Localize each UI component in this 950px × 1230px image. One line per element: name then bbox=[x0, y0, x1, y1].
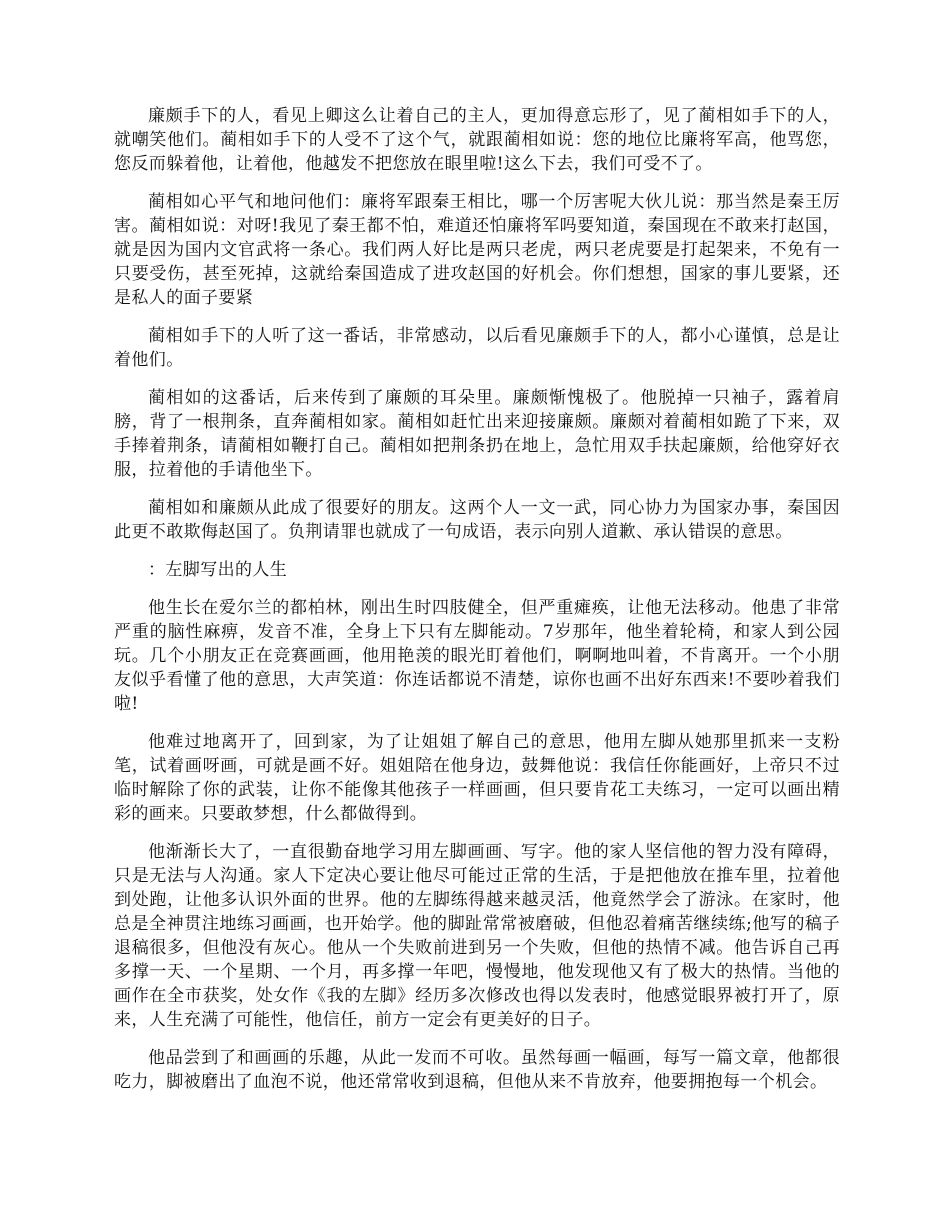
paragraph: 他品尝到了和画画的乐趣，从此一发而不可收。虽然每画一幅画，每写一篇文章，他都很吃力，脚被磨出了血泡不说，他还常常收到退稿，但他从来不肯放弃，他要拥抱每一个机会。 bbox=[114, 1048, 840, 1092]
paragraph: 廉颇手下的人，看见上卿这么让着自己的主人，更加得意忘形了，见了蔺相如手下的人，就嘲笑他们。蔺相如手下的人受不了这个气，就跟蔺相如说：您的地位比廉将军高，他骂您，您反而躲着他，让着他，他越发不把您放在眼里啦!这么下去，我们可受不了。 bbox=[114, 106, 840, 174]
paragraph: 蔺相如心平气和地问他们：廉将军跟秦王相比，哪一个厉害呢大伙儿说：那当然是秦王厉害。蔺相如说：对呀!我见了秦王都不怕，难道还怕廉将军吗要知道，秦国现在不敢来打赵国，就是因为国内文官武将一条心。我们两人好比是两只老虎，两只老虎要是打起架来，不免有一只要受伤，甚至死掉，这就给秦国造成了进攻赵国的好机会。你们想想，国家的事儿要紧，还是私人的面子要紧 bbox=[114, 192, 840, 308]
section-heading: ：左脚写出的人生 bbox=[148, 560, 288, 580]
document-body bbox=[114, 104, 840, 1108]
paragraph: 蔺相如和廉颇从此成了很要好的朋友。这两个人一文一武，同心协力为国家办事，秦国因此更不敢欺侮赵国了。负荆请罪也就成了一句成语，表示向别人道歉、承认错误的意思。 bbox=[114, 498, 840, 542]
paragraph: 他难过地离开了，回到家，为了让姐姐了解自己的意思，他用左脚从她那里抓来一支粉笔，试着画呀画，可就是画不好。姐姐陪在他身边，鼓舞他说：我信任你能画好，上帝只不过临时解除了你的武装，让你不能像其他孩子一样画画，但只要肯花工夫练习，一定可以画出精彩的画来。只要敢梦想，什么都做得到。 bbox=[114, 732, 840, 824]
paragraph: 蔺相如手下的人听了这一番话，非常感动，以后看见廉颇手下的人，都小心谨慎，总是让着他们。 bbox=[114, 326, 840, 370]
paragraph: 蔺相如的这番话，后来传到了廉颇的耳朵里。廉颇惭愧极了。他脱掉一只袖子，露着肩膀，背了一根荆条，直奔蔺相如家。蔺相如赶忙出来迎接廉颇。廉颇对着蔺相如跪了下来，双手捧着荆条，请蔺相如鞭打自己。蔺相如把荆条扔在地上，急忙用双手扶起廉颇，给他穿好衣服，拉着他的手请他坐下。 bbox=[114, 388, 840, 480]
paragraph: 他生长在爱尔兰的都柏林，刚出生时四肢健全，但严重瘫痪，让他无法移动。他患了非常严重的脑性麻痹，发音不准，全身上下只有左脚能动。7岁那年，他坐着轮椅，和家人到公园玩。几个小朋友正在竞赛画画，他用艳羡的眼光盯着他们，啊啊地叫着，不肯离开。一个小朋友似乎看懂了他的意思，大声笑道：你连话都说不清楚，谅你也画不出好东西来!不要吵着我们啦! bbox=[114, 598, 840, 714]
paragraph: 他渐渐长大了，一直很勤奋地学习用左脚画画、写字。他的家人坚信他的智力没有障碍，只是无法与人沟通。家人下定决心要让他尽可能过正常的生活，于是把他放在推车里，拉着他到处跑，让他多认识外面的世界。他的左脚练得越来越灵活，他竟然学会了游泳。在家时，他总是全神贯注地练习画画，也开始学。他的脚趾常常被磨破，但他忍着痛苦继续练;他写的稿子退稿很多，但他没有灰心。他从一个失败前进到另一个失败，但他的热情不减。他告诉自己再多撑一天、一个星期、一个月，再多撑一年吧，慢慢地，他发现他又有了极大的热情。当他的画作在全市获奖，处女作《我的左脚》经历多次修改也得以发表时，他感觉眼界被打开了，原来，人生充满了可能性，他信任，前方一定会有更美好的日子。 bbox=[114, 842, 840, 1030]
